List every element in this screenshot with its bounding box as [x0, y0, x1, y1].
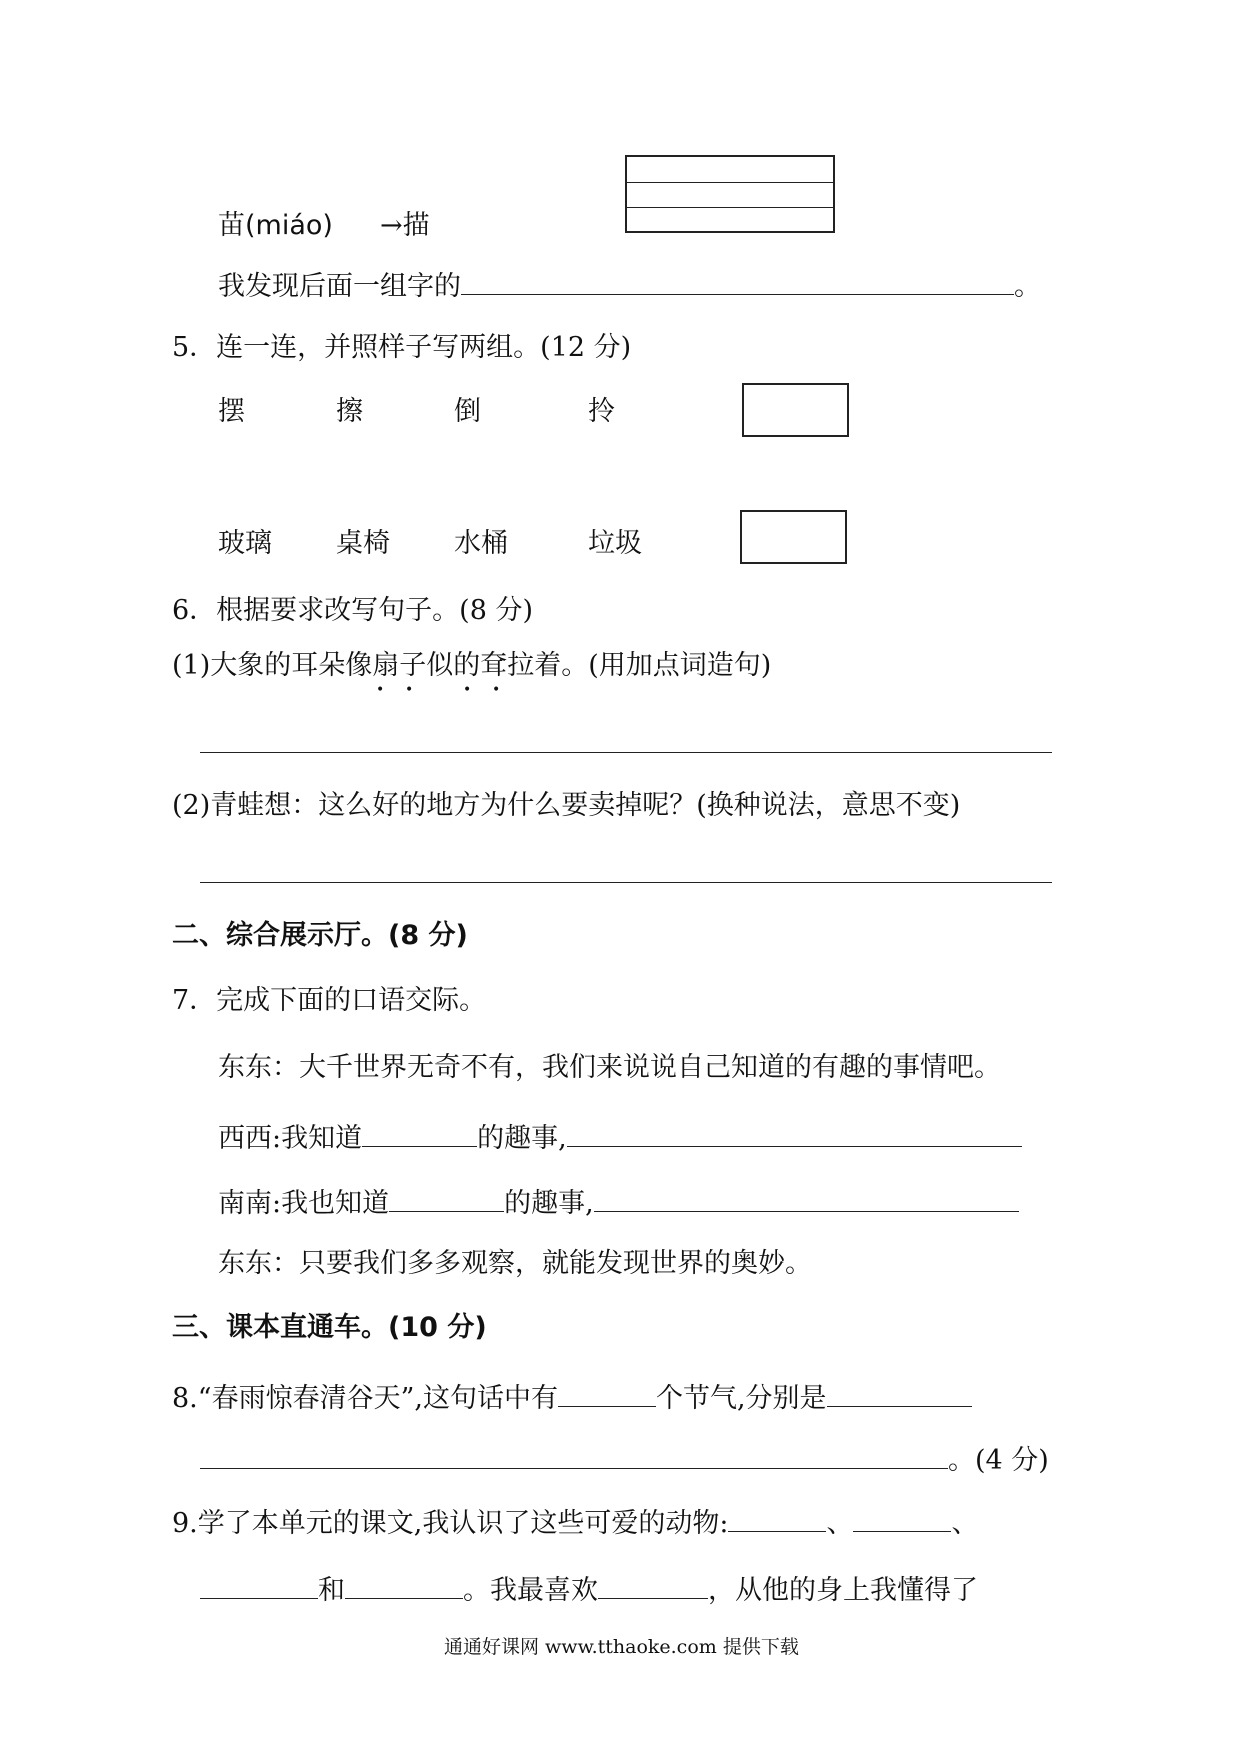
emphasis-dot: • — [492, 682, 501, 698]
q9-line-1 — [172, 1505, 978, 1537]
q8-b: 个节气,分别是 — [655, 1383, 827, 1414]
q6-answer-line-2[interactable] — [200, 882, 1052, 883]
q6-sentence-2: (2)青蛙想：这么好的地方为什么要卖掉呢？(换种说法，意思不变) — [172, 790, 961, 821]
q7-line-3 — [218, 1185, 1019, 1217]
q7-line-4: 东东：只要我们多多观察，就能发现世界的奥妙。 — [218, 1248, 812, 1279]
q9-and: 和 — [318, 1575, 345, 1606]
q5-noun-4: 垃圾 — [588, 528, 642, 559]
q7-title: 7．完成下面的口语交际。 — [172, 985, 487, 1016]
q7-line-3-b: 的趣事, — [504, 1188, 594, 1219]
q9-blank-4[interactable] — [345, 1572, 463, 1599]
emphasis-dot: • — [376, 682, 385, 698]
answer-grid — [625, 155, 835, 233]
q8-blank-names[interactable] — [827, 1380, 972, 1407]
q4-end: 。 — [1014, 271, 1041, 302]
section-2-title: 二、综合展示厅。(8 分) — [172, 920, 468, 951]
q4-arrow: →描 — [380, 210, 430, 241]
emphasis-dot: • — [463, 682, 472, 698]
q5-example-box-top[interactable] — [742, 383, 849, 437]
q9-sep-1: 、 — [826, 1508, 854, 1539]
q5-noun-2: 桌椅 — [336, 528, 390, 559]
grid-line — [627, 207, 833, 208]
section-3-title: 三、课本直通车。(10 分) — [172, 1312, 487, 1343]
q6-answer-line-1[interactable] — [200, 752, 1052, 753]
q5-example-box-bottom[interactable] — [740, 510, 847, 564]
q8-blank-names-cont[interactable] — [200, 1442, 948, 1469]
q7-blank-3[interactable] — [389, 1185, 504, 1212]
q7-line-3-a: 南南:我也知道 — [218, 1188, 390, 1219]
q9-c: ，从他的身上我懂得了 — [708, 1575, 978, 1606]
q9-sep-2: 、 — [951, 1508, 979, 1539]
footer-watermark: 通通好课网 www.tthaoke.com 提供下载 — [444, 1636, 799, 1658]
q4-blank[interactable] — [461, 268, 1014, 295]
q7-line-2-b: 的趣事, — [477, 1123, 567, 1154]
q5-verb-3: 倒 — [454, 396, 481, 427]
q5-title: 5．连一连，并照样子写两组。(12 分) — [172, 332, 632, 363]
q9-blank-2[interactable] — [853, 1505, 951, 1532]
q6-title: 6．根据要求改写句子。(8 分) — [172, 595, 534, 626]
q9-blank-3[interactable] — [200, 1572, 318, 1599]
q8-line-2 — [200, 1442, 1049, 1474]
q4-finding — [218, 268, 1041, 300]
q8-a: 8.“春雨惊春清谷天”,这句话中有 — [172, 1383, 558, 1414]
q4-item: 苗(miáo) — [218, 210, 333, 241]
q7-blank-1[interactable] — [362, 1120, 477, 1147]
grid-line — [627, 182, 833, 183]
q9-b: 。我最喜欢 — [463, 1575, 598, 1606]
q5-verb-1: 摆 — [218, 396, 245, 427]
q7-line-1: 东东：大千世界无奇不有，我们来说说自己知道的有趣的事情吧。 — [218, 1052, 1001, 1083]
q5-noun-1: 玻璃 — [218, 528, 272, 559]
q5-verb-4: 拎 — [588, 396, 615, 427]
q9-blank-1[interactable] — [728, 1505, 826, 1532]
q9-line-2 — [200, 1572, 978, 1604]
q7-line-2 — [218, 1120, 1022, 1152]
q8-end: 。(4 分) — [948, 1445, 1049, 1476]
q8-line — [172, 1380, 972, 1412]
q8-blank-count[interactable] — [558, 1380, 656, 1407]
q9-a: 9.学了本单元的课文,我认识了这些可爱的动物: — [172, 1508, 729, 1539]
q7-blank-2[interactable] — [567, 1120, 1022, 1147]
q9-blank-5[interactable] — [598, 1572, 708, 1599]
q7-line-2-a: 西西:我知道 — [218, 1123, 363, 1154]
q6-sentence-1: (1)大象的耳朵像扇子似的耷拉着。(用加点词造句) — [172, 650, 772, 681]
q5-noun-3: 水桶 — [454, 528, 508, 559]
q5-verb-2: 擦 — [336, 396, 363, 427]
q7-blank-4[interactable] — [594, 1185, 1019, 1212]
emphasis-dot: • — [405, 682, 414, 698]
q4-finding-text: 我发现后面一组字的 — [218, 271, 461, 302]
